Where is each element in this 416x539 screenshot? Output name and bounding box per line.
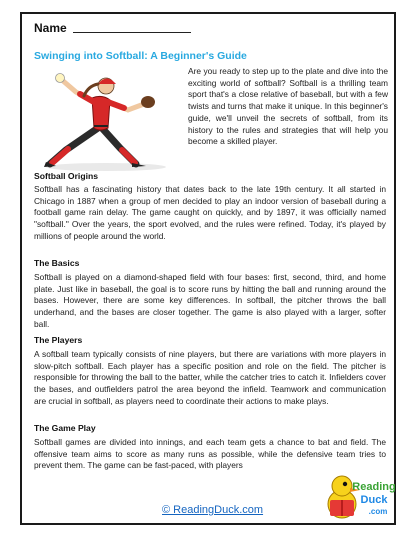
section-heading-players: The Players	[34, 335, 83, 345]
name-label: Name	[34, 21, 67, 35]
section-body-players: A softball team typically consists of nine players, but there are variations with more players in slow-pitch softball. Each player has a specific position and role on the field. The pitcher is responsible for throwing the ball to the batter, while the catcher tries to catch it. Infielders cover the bases, and outfielders patrol the area beyond the infield. Teamwork and communication are crucial in softball, as players need to coordinate their actions to make plays.	[34, 349, 386, 406]
softball-pitcher-illustration	[36, 66, 176, 172]
logo-text-duck: Duck	[360, 494, 388, 506]
page-title: Swinging into Softball: A Beginner's Guide	[34, 50, 247, 62]
section-body-basics: Softball is played on a diamond-shaped field with four bases: first, second, third, and home plate. Just like in baseball, the goal is to score runs by hitting the ball and running around the bases. However, there are some key differences. In softball, the pitcher throws the ball underhand, and the bases are closer together. The game is also played with a larger, softer ball.	[34, 272, 386, 329]
logo-text-reading: Reading	[352, 481, 396, 493]
name-blank-line[interactable]	[73, 32, 191, 33]
readingduck-link[interactable]: © ReadingDuck.com	[162, 504, 264, 516]
worksheet-page	[20, 12, 396, 525]
section-heading-origins: Softball Origins	[34, 171, 98, 181]
section-heading-game-play: The Game Play	[34, 423, 96, 433]
reading-duck-logo	[324, 466, 396, 524]
section-heading-basics: The Basics	[34, 258, 80, 268]
section-body-game-play: Softball games are divided into innings, and each team gets a chance to bat and field. The offensive team aims to score as many runs as possible, while the defensive team tries to prevent them. The game can be fast-paced, with players	[34, 437, 386, 471]
section-body-origins: Softball has a fascinating history that dates back to the late 19th century. It all started in Chicago in 1887 when a group of men decided to play an indoor version of baseball during a football game rain delay. The game caught on quickly, and by 1897, it was officially named "softball." Over the years, the sport evolved, and the rules were refined. Today, it's played by millions of people around the world.	[34, 184, 386, 241]
intro-paragraph: Are you ready to step up to the plate and dive into the exciting world of softball? Softball is a thrilling team sport that's a close relative of baseball, but with a few twists and turns that make it unique. In this beginner's guide, we'll unveil the secrets of softball, from its history to the rules and strategies that will help you become a skilled player.	[188, 66, 388, 147]
logo-text-com: .com	[368, 507, 388, 516]
name-field-row	[34, 21, 191, 35]
